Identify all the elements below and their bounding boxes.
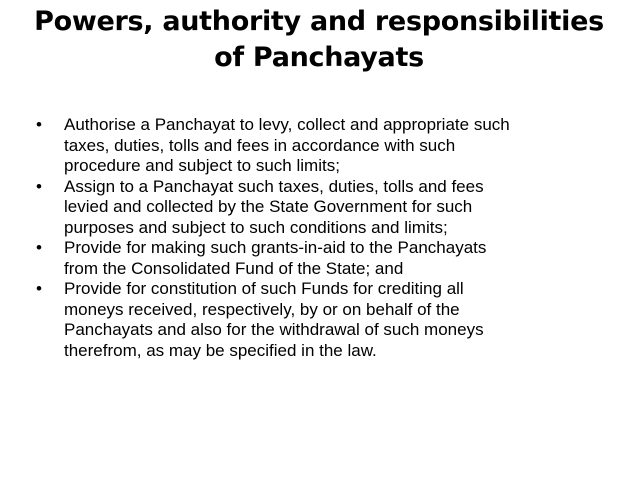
bullet-marker: • [36, 238, 42, 257]
bullet-item-levy [38, 115, 618, 177]
bullet-text-line: therefrom, as may be specified in the law. [64, 340, 377, 360]
bullet-text-line: purposes and subject to such conditions and limits; [64, 217, 448, 237]
bullet-list [38, 115, 618, 361]
bullet-text-line: Authorise a Panchayat to levy, collect and appropriate such [64, 115, 510, 134]
bullet-text-line: levied and collected by the State Government for such [64, 197, 473, 216]
bullet-text-line: taxes, duties, tolls and fees in accordance with such [64, 135, 456, 155]
bullet-marker: • [36, 115, 42, 134]
bullet-text-line: moneys received, respectively, by or on behalf of the [64, 299, 460, 319]
bullet-item-funds [38, 279, 618, 361]
bullet-item-assign [38, 177, 618, 239]
slide-title [20, 4, 618, 76]
bullet-text-line: from the Consolidated Fund of the State; and [64, 258, 404, 278]
slide-title-line-2: of Panchayats [214, 42, 424, 73]
bullet-text-line: Provide for making such grants-in-aid to the Panchayats [64, 238, 487, 257]
bullet-text-line: Panchayats and also for the withdrawal of such moneys [64, 320, 484, 339]
slide-title-line-1: Powers, authority and responsibilities [34, 6, 604, 37]
bullet-text-line: procedure and subject to such limits; [64, 156, 340, 175]
bullet-text-line: Provide for constitution of such Funds for crediting all [64, 279, 464, 298]
bullet-marker: • [36, 176, 42, 196]
bullet-marker: • [36, 279, 42, 298]
bullet-item-grants [38, 238, 618, 279]
bullet-text-line: Assign to a Panchayat such taxes, duties, tolls and fees [64, 176, 484, 196]
